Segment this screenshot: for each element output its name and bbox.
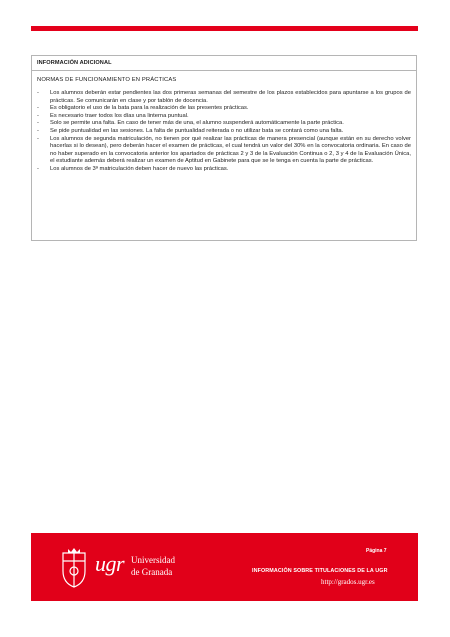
university-logo bbox=[53, 545, 213, 591]
footer-url-link[interactable]: http://grados.ugr.es bbox=[321, 578, 375, 586]
rules-list bbox=[37, 90, 411, 174]
top-accent-bar bbox=[31, 26, 418, 31]
university-name-line1: Universidad bbox=[131, 555, 175, 565]
rule-item: - Es necesario traer todos los días una linterna puntual. bbox=[37, 113, 411, 121]
rules-title: NORMAS DE FUNCIONAMIENTO EN PRÁCTICAS bbox=[37, 77, 177, 83]
university-name-line2: de Granada bbox=[131, 567, 173, 577]
rule-item: - Los alumnos deberán estar pendientes las dos primeras semanas del semestre de los plazos establecidos para apuntarse a los grupos de prácticas. Se comunicarán en clase y por tablón de docencia. bbox=[37, 90, 411, 105]
rule-item: - Los alumnos de 3ª matriculación deben hacer de nuevo las prácticas. bbox=[37, 166, 411, 174]
page-footer bbox=[31, 533, 418, 601]
additional-info-box bbox=[31, 55, 417, 241]
info-body bbox=[32, 71, 416, 174]
section-heading: INFORMACIÓN ADICIONAL bbox=[32, 56, 416, 71]
rule-item: - Solo se permite una falta. En caso de tener más de una, el alumno suspenderá automáticamente la parte práctica. bbox=[37, 120, 411, 128]
university-seal-icon bbox=[59, 547, 89, 589]
rule-item: - Es obligatorio el uso de la bata para la realización de las presentes prácticas. bbox=[37, 105, 411, 113]
rule-item: - Se pide puntualidad en las sesiones. La falta de puntualidad reiterada o no utilizar bata se contará como una falta. bbox=[37, 128, 411, 136]
university-name bbox=[131, 554, 175, 578]
footer-title: INFORMACIÓN SOBRE TITULACIONES DE LA UGR bbox=[252, 568, 388, 574]
ugr-logotype: ugr bbox=[95, 551, 125, 576]
page-number: Página 7 bbox=[366, 548, 387, 554]
rule-item: - Los alumnos de segunda matriculación, no tienen por qué realizar las prácticas de manera presencial (aunque están en su derecho volver hacerlas si lo desean), pero deberán hacer el examen de prácticas, el cual tendrá un valor del 30% en la convocatoria ordinaria. En caso de no haber superado en la convocatoria anterior los apartados de prácticas 2 y 3 de la Evaluación Continua o 2, 3 y 4 de la Evaluación Única, el estudiante además deberá realizar un examen de Aptitud en Gabinete para que se le tenga en cuenta la parte de prácticas. bbox=[37, 136, 411, 166]
